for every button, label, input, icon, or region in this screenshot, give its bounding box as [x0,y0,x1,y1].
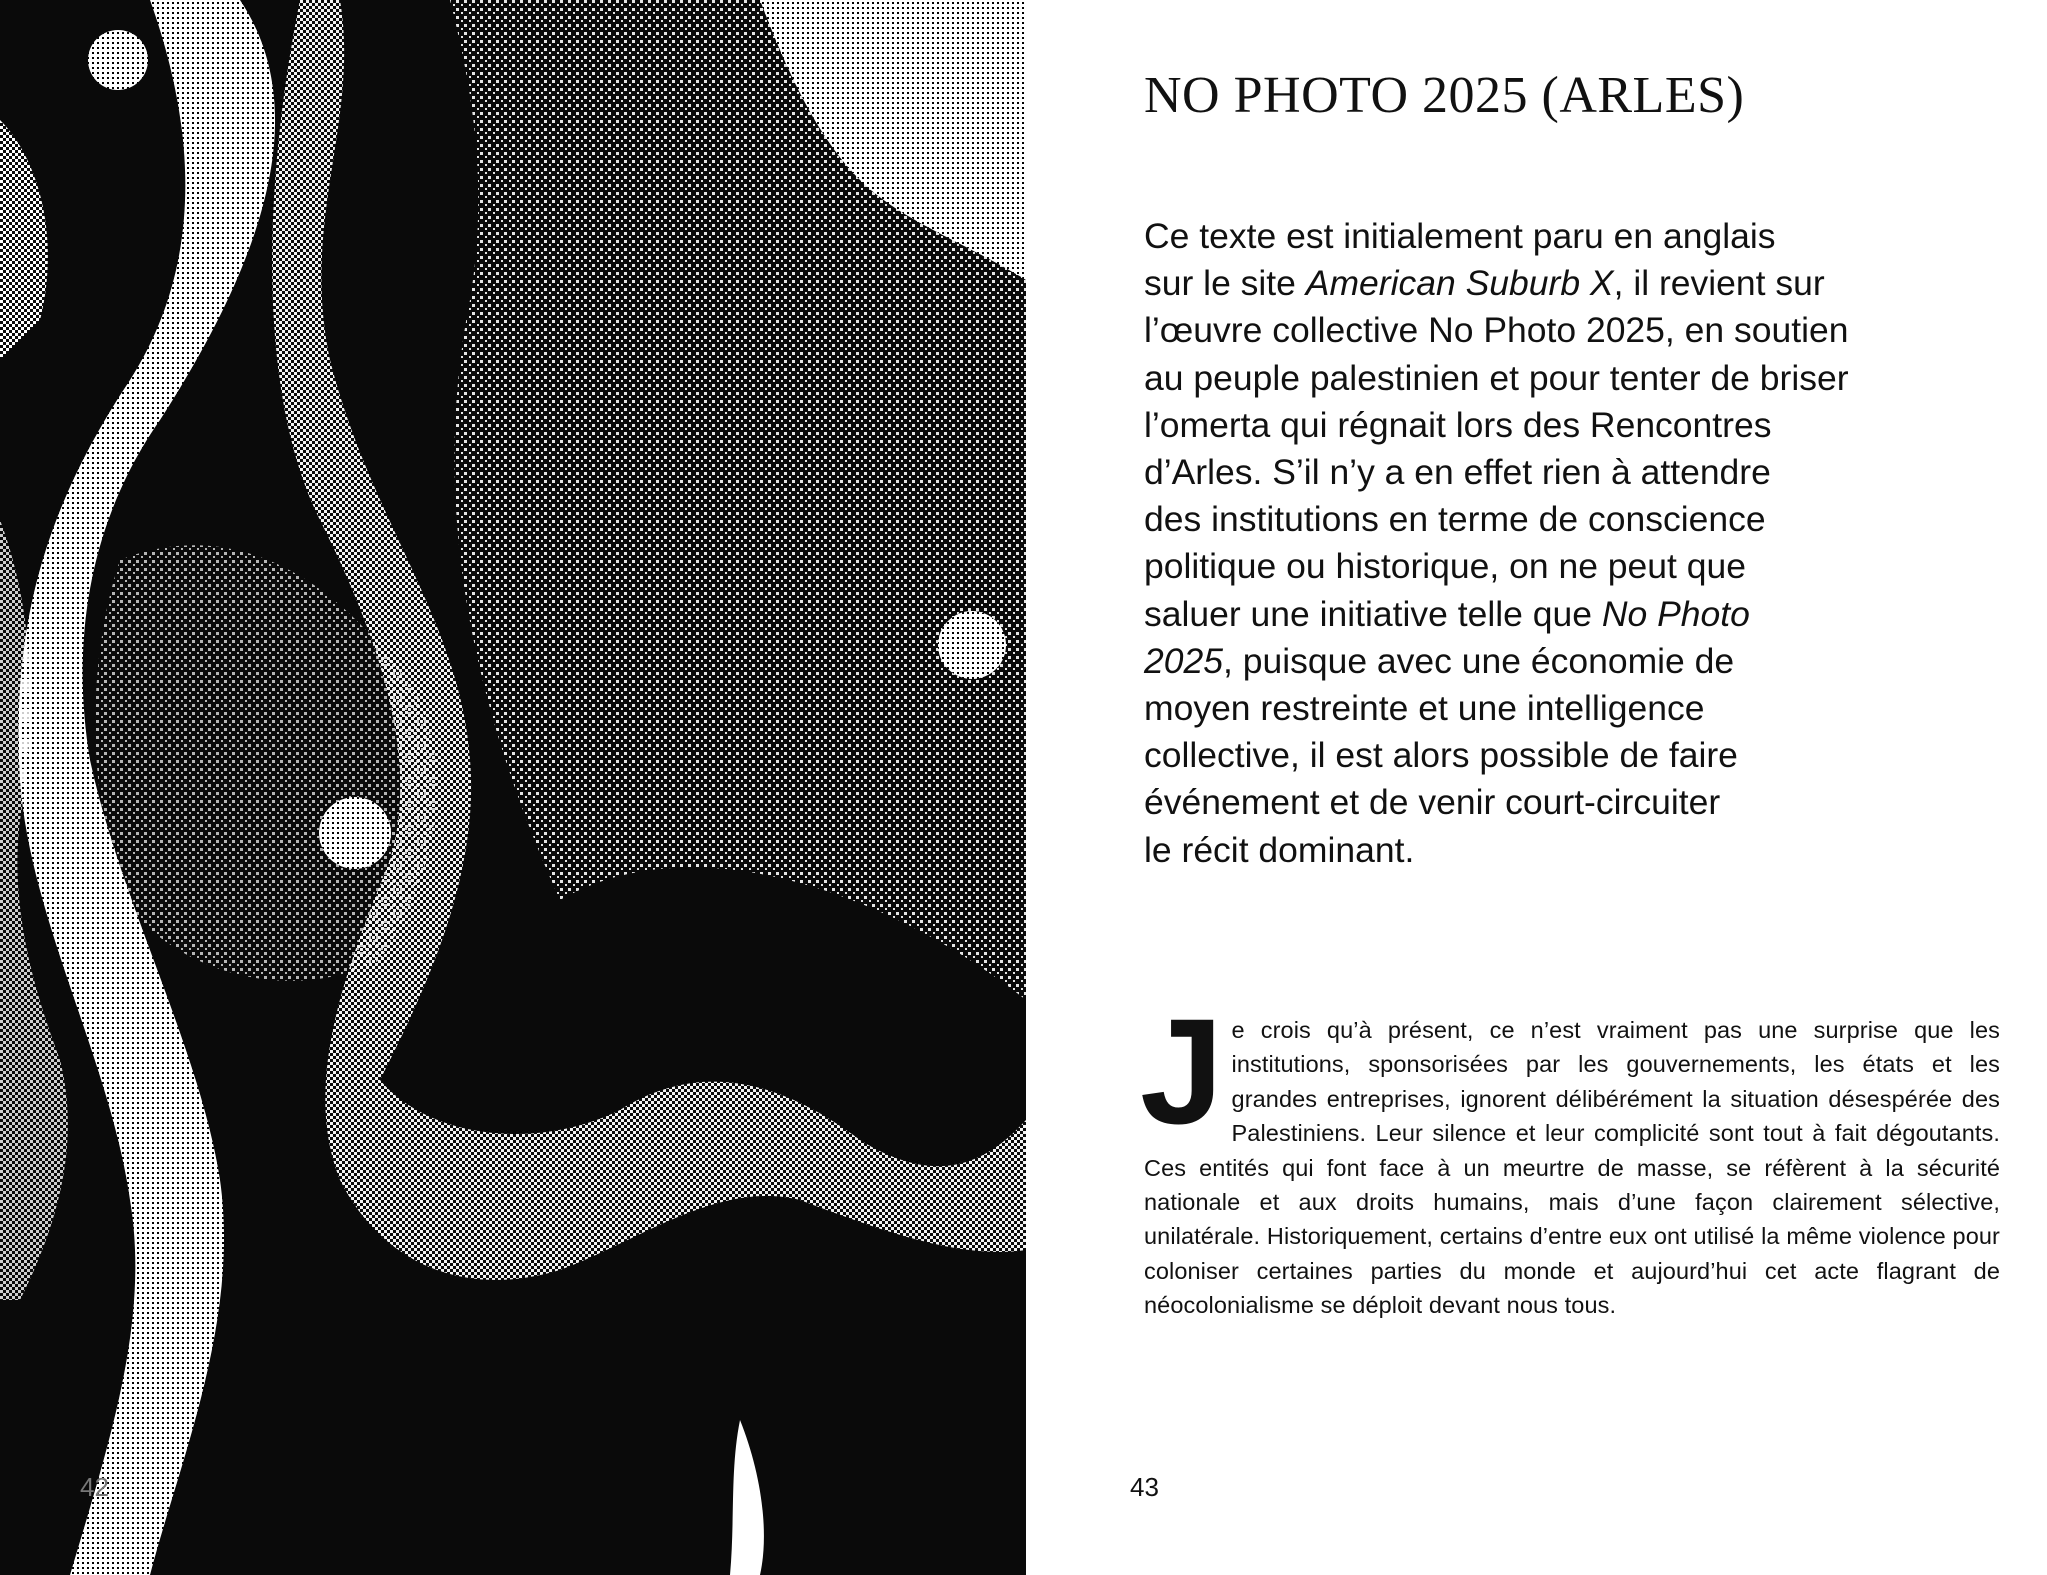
intro-line: au peuple palestinien et pour tenter de briser [1144,357,1849,398]
intro-line: politique ou historique, on ne peut que [1144,546,1746,587]
body-paragraph [1140,987,2000,1323]
body-text: e crois qu’à présent, ce n’est vraiment pas une surprise que les institutions, sponsorisées par les gouvernements, les états et les grandes entreprises, ignorent délibérément la situation désespérée des Palestiniens. Leur silence et leur complicité sont tout à fait dégoutants. Ces entités qui font face à un meurtre de masse, se réfèrent à la sécurité nationale et aux droits humains, mais d’une façon clairement sélective, unilatérale. Historiquement, certains d’entre eux ont utilisé la même violence pour coloniser certaines parties du monde et aujourd’hui cet acte flagrant de néocolonialisme se déploit devant nous tous. [1144,1017,2000,1319]
intro-line: moyen restreinte et une intelligence [1144,688,1705,729]
page-number-right: 43 [1130,1472,1159,1502]
intro-line: des institutions en terme de conscience [1144,499,1766,540]
article-title: NO PHOTO 2025 (ARLES) [1144,67,1745,124]
intro-line: le récit dominant. [1144,829,1415,870]
intro-line: d’Arles. S’il n’y a en effet rien à attendre [1144,452,1771,493]
right-page [1026,0,2047,1575]
intro-line: événement et de venir court-circuiter [1144,782,1721,823]
dropcap: J [1140,987,1224,1155]
intro-line: Ce texte est initialement paru en anglais [1144,216,1776,256]
intro-line: 2025, puisque avec une économie de [1144,640,1735,681]
intro-line: l’omerta qui régnait lors des Rencontres [1144,404,1772,445]
intro-line: collective, il est alors possible de faire [1144,735,1738,776]
intro-paragraph [1144,213,2004,874]
intro-line: saluer une initiative telle que No Photo [1144,593,1750,634]
page-number-left: 42 [80,1472,109,1502]
intro-line: sur le site American Suburb X, il revient sur [1144,263,1825,304]
intro-line: l’œuvre collective No Photo 2025, en soutien [1144,310,1849,351]
